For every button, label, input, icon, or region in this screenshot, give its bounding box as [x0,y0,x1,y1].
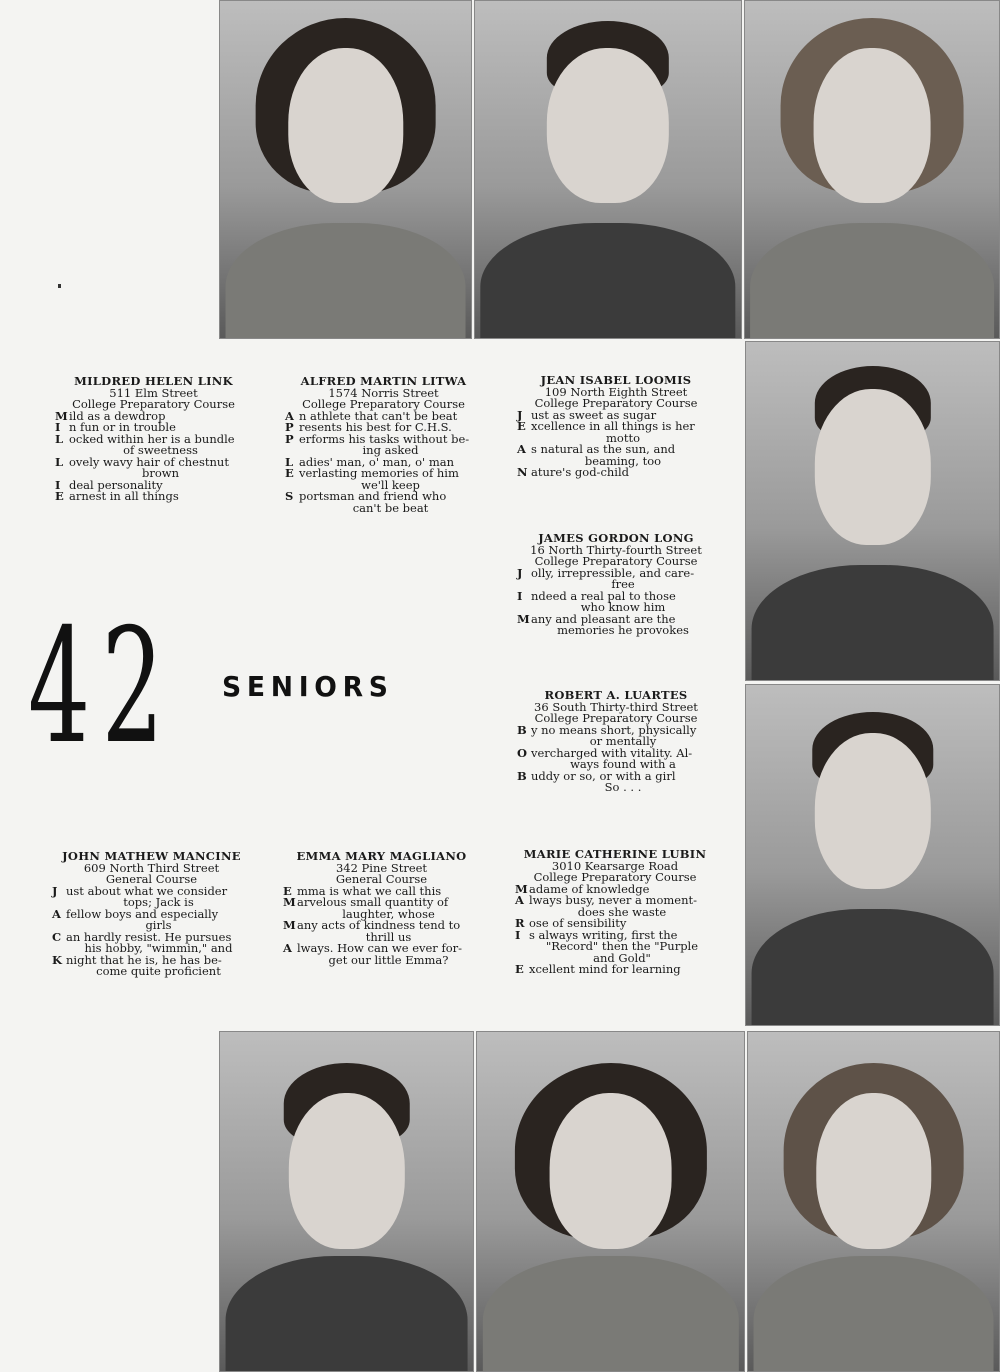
acrostic-initial: L [285,454,294,469]
acrostic-initial: M [517,611,530,626]
acrostic-text: ndeed a real pal to those [531,588,676,603]
acrostic-text: erforms his tasks without be- [299,431,470,446]
senior-entry [517,375,715,479]
acrostic-continuation: can't be beat [352,500,429,515]
senior-name: MARIE CATHERINE LUBIN [523,847,707,861]
acrostic-continuation: memories he provokes [557,623,689,637]
acrostic-text: arnest in all things [69,489,179,503]
acrostic-initial: O [517,745,528,760]
senior-address: 342 Pine Street [335,860,428,875]
acrostic-initial: I [517,588,523,603]
senior-course: General Course [105,872,198,886]
acrostic-text: portsman and friend who [299,489,447,503]
senior-course: College Preparatory Course [302,397,465,411]
acrostic-continuation: come quite proficient [96,964,221,978]
acrostic-text: olly, irrepressible, and care- [531,565,695,580]
senior-entry [515,849,715,976]
acrostic-initial: N [517,465,528,479]
acrostic-initial: M [55,408,68,423]
acrostic-initial: E [55,489,64,503]
portrait-jean-loomis [744,0,1000,339]
acrostic-initial: I [55,477,61,492]
senior-address: 609 North Third Street [83,860,220,875]
acrostic-continuation: ways found with a [570,757,676,771]
acrostic-initial: E [515,962,524,976]
stray-mark [58,284,61,288]
acrostic-continuation: free [611,577,635,591]
acrostic-initial: B [517,722,527,737]
acrostic-line [517,467,715,479]
senior-address: 511 Elm Street [109,385,198,400]
acrostic-initial: K [52,952,62,967]
acrostic-initial: A [517,442,526,456]
section-title: SENIORS [222,670,394,703]
portrait-alfred-litwa [474,0,742,339]
senior-course: College Preparatory Course [534,396,698,410]
acrostic-continuation: does she waste [577,904,667,919]
acrostic-initial: R [515,916,525,930]
acrostic-text: lways. How can we ever for- [297,941,463,955]
acrostic-continuation: who know him [580,600,666,614]
acrostic-text: resents his best for C.H.S. [299,420,452,434]
acrostic-text: deal personality [69,477,163,492]
acrostic-initial: B [517,768,527,783]
acrostic-continuation: So . . . [604,780,642,794]
acrostic-initial: E [285,466,294,480]
senior-name: JEAN ISABEL LOOMIS [540,373,692,387]
acrostic-line [55,491,252,503]
acrostic-continuation: we'll keep [361,477,420,492]
acrostic-text: ose of sensibility [529,916,627,930]
acrostic-initial: A [515,893,524,907]
senior-address: 16 North Thirty-fourth Street [530,542,702,557]
acrostic-text: mma is what we call this [297,883,442,898]
acrostic-initial: J [52,883,58,898]
acrostic-initial: L [55,454,64,469]
acrostic-continuation: thrill us [365,929,412,944]
senior-course: College Preparatory Course [534,711,698,725]
acrostic-initial: L [55,431,64,446]
acrostic-text: ovely wavy hair of chestnut [69,454,229,469]
acrostic-text: ature's god-child [531,465,630,479]
senior-name: EMMA MARY MAGLIANO [296,849,467,863]
acrostic-initial: E [283,883,292,898]
acrostic-initial: I [515,927,521,942]
senior-name: JAMES GORDON LONG [538,531,694,545]
acrostic-text: adame of knowledge [529,881,650,896]
acrostic-text: any acts of kindness tend to [297,918,461,932]
acrostic-initial: E [517,419,526,433]
acrostic-initial: A [285,408,294,423]
acrostic-initial: A [52,906,61,921]
acrostic-initial: M [283,918,296,932]
senior-course: College Preparatory Course [533,870,697,884]
senior-course: College Preparatory Course [72,397,235,411]
acrostic-initial: M [515,881,528,896]
senior-entry [517,690,715,794]
acrostic-text: n fun or in trouble [69,420,176,434]
acrostic-text: lways busy, never a moment- [529,893,698,907]
senior-name: MILDRED HELEN LINK [74,374,233,388]
acrostic-continuation: ing asked [362,443,419,457]
acrostic-text: vercharged with vitality. Al- [531,745,693,760]
acrostic-text: fellow boys and especially [66,906,219,921]
portrait-john-mancine [219,1031,474,1372]
acrostic-text: adies' man, o' man, o' man [299,454,455,469]
senior-entry [52,851,251,978]
acrostic-continuation: tops; Jack is [123,895,194,909]
acrostic-text: night that he is, he has be- [66,952,222,967]
acrostic-initial: P [285,420,294,434]
senior-name: ROBERT A. LUARTES [544,688,688,702]
acrostic-text: verlasting memories of him [299,466,459,480]
acrostic-text: n athlete that can't be beat [299,408,458,423]
acrostic-text: uddy or so, or with a girl [531,768,676,783]
senior-entry [285,376,482,514]
senior-entry [517,533,715,637]
acrostic-text: y no means short, physically [531,722,697,737]
acrostic-continuation: of sweetness [123,443,198,457]
acrostic-text: ocked within her is a bundle [69,431,235,446]
acrostic-text: xcellent mind for learning [529,962,681,976]
acrostic-continuation: girls [145,918,172,932]
senior-entry [283,851,480,966]
senior-address: 109 North Eighth Street [544,384,688,399]
senior-entry [55,376,252,503]
acrostic-initial: J [517,565,523,580]
portrait-mildred-link [219,0,472,339]
page-number: 42 [28,595,175,779]
portrait-robert-luartes [745,684,1000,1026]
acrostic-continuation: beaming, too [584,453,662,468]
acrostic-text: s natural as the sun, and [531,442,676,456]
acrostic-continuation: "Record" then the "Purple [545,939,699,953]
acrostic-continuation: motto [606,430,640,445]
portrait-james-long [745,341,1000,681]
acrostic-continuation: brown [141,466,180,480]
acrostic-initial: M [283,895,296,909]
acrostic-continuation: and Gold" [593,950,651,965]
acrostic-text: arvelous small quantity of [297,895,449,909]
acrostic-initial: C [52,929,62,944]
acrostic-continuation: get our little Emma? [328,952,449,967]
acrostic-line [515,964,715,976]
acrostic-initial: A [283,941,292,955]
senior-address: 3010 Kearsarge Road [551,858,679,873]
acrostic-text: s always writing, first the [529,927,678,942]
portrait-emma-magliano [476,1031,745,1372]
acrostic-text: ust as sweet as sugar [531,407,657,422]
acrostic-text: an hardly resist. He pursues [66,929,232,944]
acrostic-continuation: laughter, whose [342,906,435,921]
senior-address: 1574 Norris Street [328,385,439,400]
acrostic-text: any and pleasant are the [531,611,676,626]
acrostic-continuation: his hobby, "wimmin," and [84,941,233,955]
senior-name: ALFRED MARTIN LITWA [300,374,467,388]
senior-name: JOHN MATHEW MANCINE [62,849,241,863]
acrostic-initial: P [285,431,294,446]
acrostic-initial: J [517,407,523,422]
acrostic-initial: I [55,420,61,434]
acrostic-continuation: or mentally [589,734,657,748]
senior-course: College Preparatory Course [534,554,698,568]
acrostic-text: xcellence in all things is her [531,419,695,433]
acrostic-text: ust about what we consider [66,883,228,898]
portrait-marie-lubin [747,1031,1000,1372]
senior-address: 36 South Thirty-third Street [534,699,698,714]
acrostic-initial: S [285,489,294,503]
acrostic-text: ild as a dewdrop [69,408,166,423]
senior-course: General Course [335,872,428,886]
